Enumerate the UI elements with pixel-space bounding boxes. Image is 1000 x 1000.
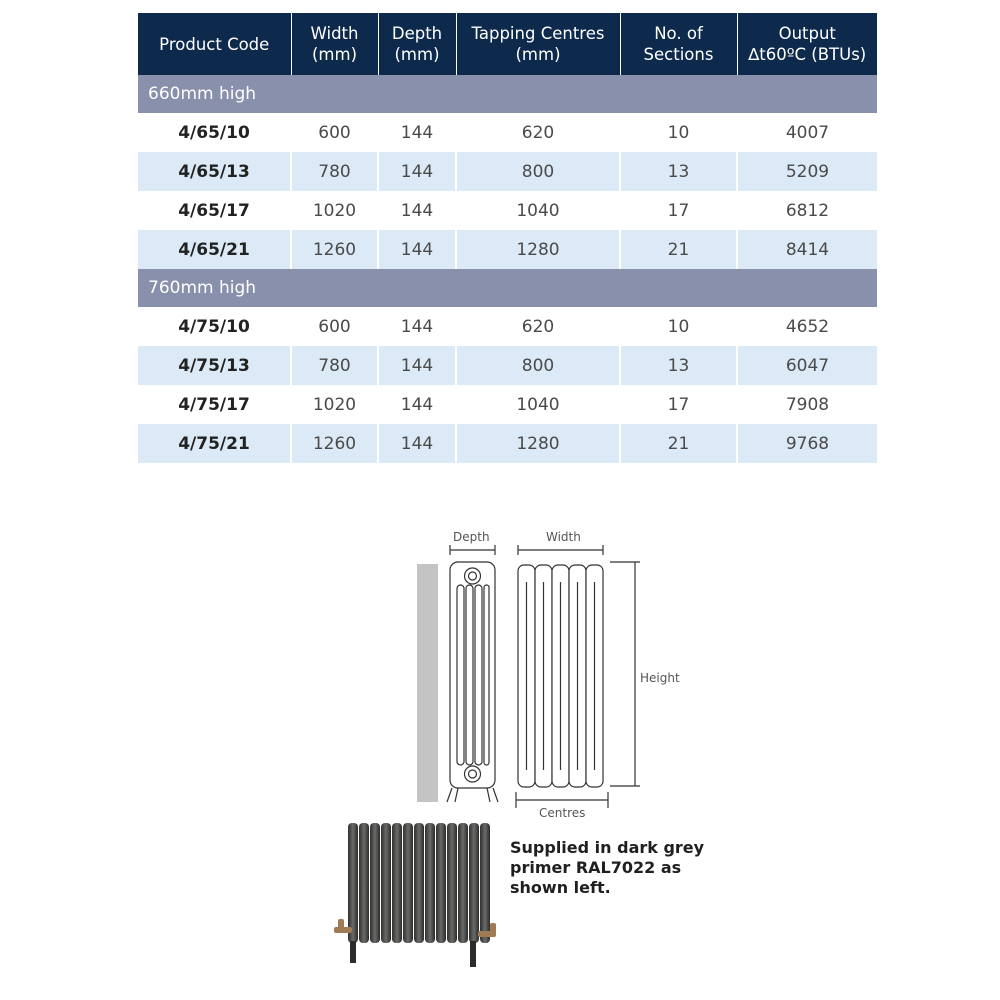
header-width: Width (mm)	[291, 13, 378, 75]
radiator-dimension-diagram	[400, 520, 680, 820]
product-code-cell: 4/65/21	[138, 230, 291, 269]
radiator-columns	[348, 823, 490, 943]
group-row	[138, 269, 877, 307]
table-cell: 8414	[737, 230, 877, 269]
header-tapping-centres: Tapping Centres (mm)	[456, 13, 620, 75]
table-cell: 13	[620, 152, 737, 191]
table-cell: 7908	[737, 385, 877, 424]
header-depth: Depth (mm)	[378, 13, 456, 75]
radiator-feet	[350, 941, 476, 967]
table-cell: 5209	[737, 152, 877, 191]
product-code-cell: 4/65/13	[138, 152, 291, 191]
table-cell: 1040	[456, 191, 620, 230]
centres-label: Centres	[539, 806, 586, 820]
table-cell: 800	[456, 346, 620, 385]
group-row	[138, 75, 877, 113]
header-product-code: Product Code	[138, 13, 291, 75]
table-cell: 144	[378, 307, 456, 346]
product-code-cell: 4/75/21	[138, 424, 291, 463]
table-cell: 144	[378, 424, 456, 463]
product-code-cell: 4/65/10	[138, 113, 291, 152]
table-cell: 1280	[456, 424, 620, 463]
table-cell: 1280	[456, 230, 620, 269]
table-cell: 1260	[291, 424, 378, 463]
table-cell: 620	[456, 307, 620, 346]
table-cell: 144	[378, 385, 456, 424]
table-body	[138, 75, 877, 463]
width-dimension	[518, 545, 603, 555]
table-row	[138, 346, 877, 385]
front-view-radiator	[518, 565, 603, 787]
table-cell: 21	[620, 424, 737, 463]
table-cell: 144	[378, 230, 456, 269]
header-sections: No. of Sections	[620, 13, 737, 75]
table-cell: 144	[378, 191, 456, 230]
table-row	[138, 307, 877, 346]
table-cell: 620	[456, 113, 620, 152]
table-cell: 780	[291, 346, 378, 385]
table-cell: 17	[620, 191, 737, 230]
table-cell: 144	[378, 346, 456, 385]
table-cell: 4007	[737, 113, 877, 152]
depth-dimension	[450, 545, 495, 555]
side-view-radiator	[447, 562, 498, 802]
wall-illustration	[417, 564, 438, 802]
table-cell: 800	[456, 152, 620, 191]
table-cell: 1260	[291, 230, 378, 269]
table-row	[138, 152, 877, 191]
height-label: Height	[640, 671, 680, 685]
table-row	[138, 191, 877, 230]
table-cell: 600	[291, 307, 378, 346]
table-header-row	[138, 13, 877, 75]
table-cell: 6812	[737, 191, 877, 230]
product-code-cell: 4/65/17	[138, 191, 291, 230]
product-code-cell: 4/75/13	[138, 346, 291, 385]
table-cell: 144	[378, 113, 456, 152]
product-code-cell: 4/75/17	[138, 385, 291, 424]
table-cell: 144	[378, 152, 456, 191]
table-row	[138, 113, 877, 152]
table-cell: 21	[620, 230, 737, 269]
table-cell: 4652	[737, 307, 877, 346]
table-row	[138, 424, 877, 463]
table-row	[138, 385, 877, 424]
product-code-cell: 4/75/10	[138, 307, 291, 346]
table-cell: 600	[291, 113, 378, 152]
table-cell: 6047	[737, 346, 877, 385]
height-dimension	[610, 562, 640, 786]
group-label: 760mm high	[138, 269, 877, 307]
table-cell: 9768	[737, 424, 877, 463]
table-cell: 1020	[291, 191, 378, 230]
table-cell: 10	[620, 113, 737, 152]
table-cell: 780	[291, 152, 378, 191]
depth-label: Depth	[453, 530, 490, 544]
table-cell: 10	[620, 307, 737, 346]
table-cell: 13	[620, 346, 737, 385]
primer-note: Supplied in dark grey primer RAL7022 as shown left.	[510, 838, 705, 897]
header-output: Output ∆t60ºC (BTUs)	[737, 13, 877, 75]
radiator-product-image	[330, 815, 500, 975]
table-cell: 1040	[456, 385, 620, 424]
table-cell: 17	[620, 385, 737, 424]
specification-table	[138, 13, 877, 463]
group-label: 660mm high	[138, 75, 877, 113]
table-row	[138, 230, 877, 269]
width-label: Width	[546, 530, 581, 544]
table-cell: 1020	[291, 385, 378, 424]
